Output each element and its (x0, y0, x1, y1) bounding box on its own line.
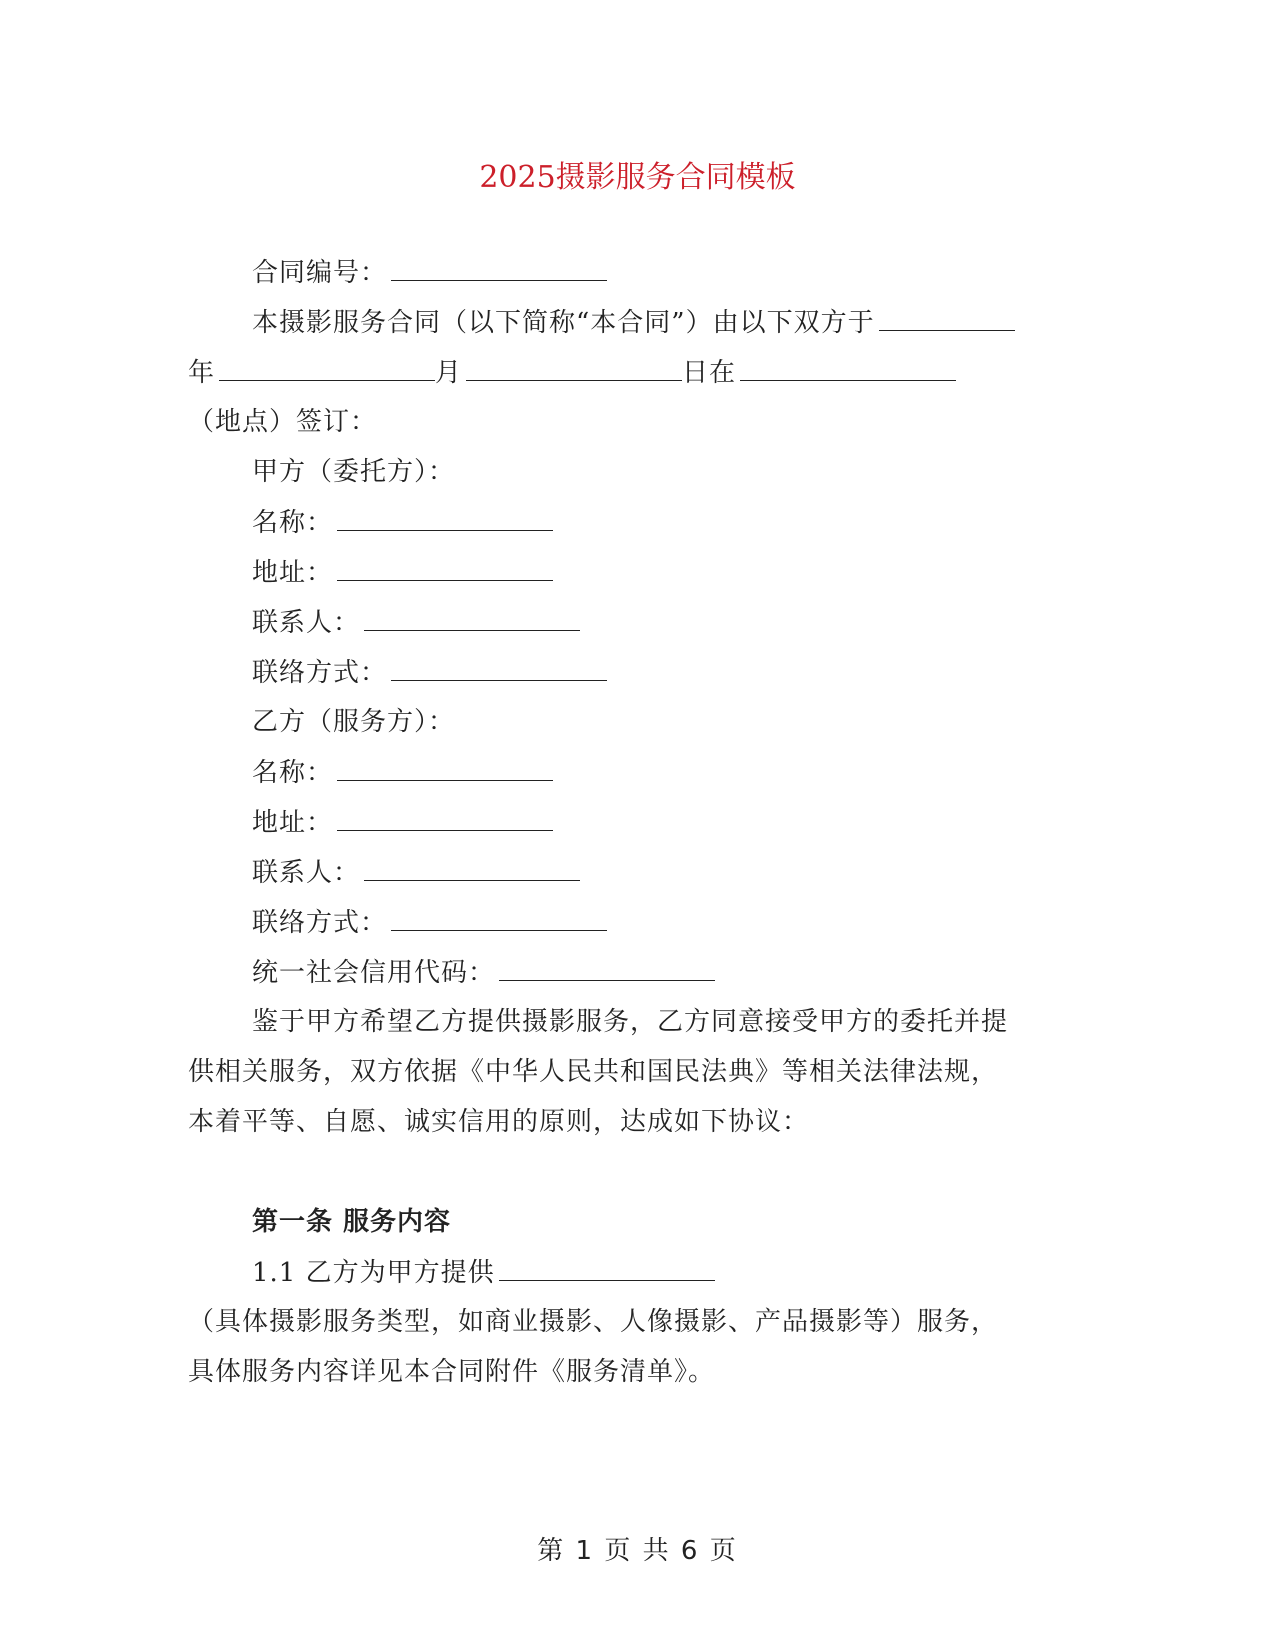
party-b-name-blank (337, 754, 553, 781)
year-blank (219, 354, 435, 381)
contract-number-line (252, 254, 607, 291)
intro-text: 本摄影服务合同（以下简称“本合同”）由以下双方于 (252, 308, 875, 338)
party-b-phone-blank (391, 904, 607, 931)
party-b-contact-blank (364, 854, 580, 881)
party-b-credit-code-label: 统一社会信用代码： (252, 958, 496, 988)
place-signed: （地点）签订： (188, 407, 378, 437)
party-a-name-label: 名称： (252, 508, 334, 538)
day-label: 日在 (682, 358, 737, 388)
party-b-contact-line (252, 854, 580, 891)
page-indicator: 第 1 页 共 6 页 (537, 1536, 738, 1566)
party-b-address-line (252, 804, 553, 841)
party-a-name-line (252, 504, 553, 541)
month-label: 月 (435, 358, 463, 388)
contract-number-blank (391, 254, 607, 281)
document-title: 2025摄影服务合同模板 (479, 160, 796, 195)
party-a-address-blank (337, 554, 553, 581)
sign-date-blank (879, 304, 1015, 331)
service-type-blank (499, 1254, 715, 1281)
article-1-heading: 第一条 服务内容 (252, 1207, 452, 1237)
party-b-phone-label: 联络方式： (252, 908, 388, 938)
party-b-heading: 乙方（服务方）： (252, 707, 456, 737)
party-b-phone-line (252, 904, 607, 941)
clause-1-1-line-3: 具体服务内容详见本合同附件《服务清单》。 (188, 1357, 716, 1387)
party-b-name-label: 名称： (252, 758, 334, 788)
month-blank (466, 354, 682, 381)
contract-number-label: 合同编号： (252, 258, 388, 288)
party-a-heading: 甲方（委托方）： (252, 457, 456, 487)
party-b-address-blank (337, 804, 553, 831)
party-a-phone-label: 联络方式： (252, 658, 388, 688)
party-a-contact-label: 联系人： (252, 608, 361, 638)
preamble-line-1: 鉴于甲方希望乙方提供摄影服务，乙方同意接受甲方的委托并提 (252, 1007, 1009, 1037)
party-b-address-label: 地址： (252, 808, 334, 838)
party-a-phone-blank (391, 654, 607, 681)
party-b-credit-code-blank (499, 954, 715, 981)
year-label: 年 (188, 358, 216, 388)
date-line (188, 354, 956, 391)
party-a-name-blank (337, 504, 553, 531)
party-a-address-label: 地址： (252, 558, 334, 588)
clause-1-1-line-2: （具体摄影服务类型，如商业摄影、人像摄影、产品摄影等）服务， (188, 1307, 999, 1337)
party-b-contact-label: 联系人： (252, 858, 361, 888)
clause-1-1-text: 1.1 乙方为甲方提供 (252, 1258, 495, 1288)
clause-1-1-line-1 (252, 1254, 715, 1291)
party-b-name-line (252, 754, 553, 791)
preamble-line-2: 供相关服务，双方依据《中华人民共和国民法典》等相关法律法规， (188, 1057, 999, 1087)
party-b-credit-code-line (252, 954, 715, 991)
party-a-phone-line (252, 654, 607, 691)
party-a-contact-blank (364, 604, 580, 631)
place-blank (740, 354, 956, 381)
party-a-contact-line (252, 604, 580, 641)
intro-line (252, 304, 1015, 341)
preamble-line-3: 本着平等、自愿、诚实信用的原则，达成如下协议： (188, 1107, 810, 1137)
party-a-address-line (252, 554, 553, 591)
